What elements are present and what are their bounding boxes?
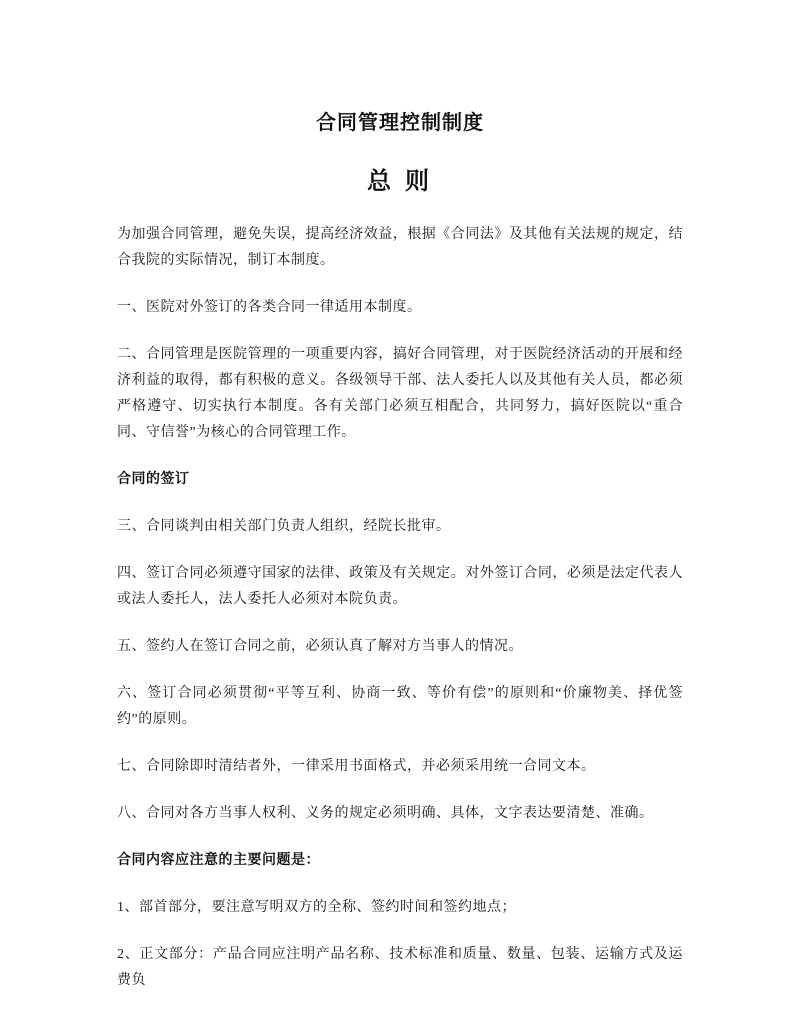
paragraph: 八、合同对各方当事人权利、义务的规定必须明确、具体，文字表达要清楚、准确。 [117,806,654,821]
section-heading: 合同的签订 [117,472,190,487]
paragraph: 一、医院对外签订的各类合同一律适用本制度。 [117,300,422,315]
paragraph: 2、正文部分：产品合同应注明产品名称、技术标准和质量、数量、包装、运输方式及运费负 [117,947,683,988]
paragraph: 五、签约人在签订合同之前，必须认真了解对方当事人的情况。 [117,639,523,654]
section-title: 总 则 [367,169,433,195]
paragraph: 六、签订合同必须贯彻“平等互利、协商一致、等价有偿”的原则和“价廉物美、择优签约”的原则。 [117,686,683,727]
paragraph: 为加强合同管理，避免失误，提高经济效益，根据《合同法》及其他有关法规的规定，结合我院的实际情况，制订本制度。 [117,227,683,268]
section-heading: 合同内容应注意的主要问题是： [117,853,320,868]
paragraph: 三、合同谈判由相关部门负责人组织，经院长批审。 [117,519,451,534]
paragraph: 七、合同除即时清结者外，一律采用书面格式，并必须采用统一合同文本。 [117,759,596,774]
paragraph: 二、合同管理是医院管理的一项重要内容，搞好合同管理，对于医院经济活动的开展和经济利益的取得，都有积极的意义。各级领导干部、法人委托人以及其他有关人员，都必须严格遵守、切实执行本制度。各有关部门必须互相配合，共同努力，搞好医院以“重合同、守信誉”为核心的合同管理工作。 [117,347,683,440]
paragraph: 1、部首部分，要注意写明双方的全称、签约时间和签约地点； [117,900,516,915]
document-title: 合同管理控制制度 [316,112,484,134]
paragraph: 四、签订合同必须遵守国家的法律、政策及有关规定。对外签订合同，必须是法定代表人或法人委托人，法人委托人必须对本院负责。 [117,566,683,607]
